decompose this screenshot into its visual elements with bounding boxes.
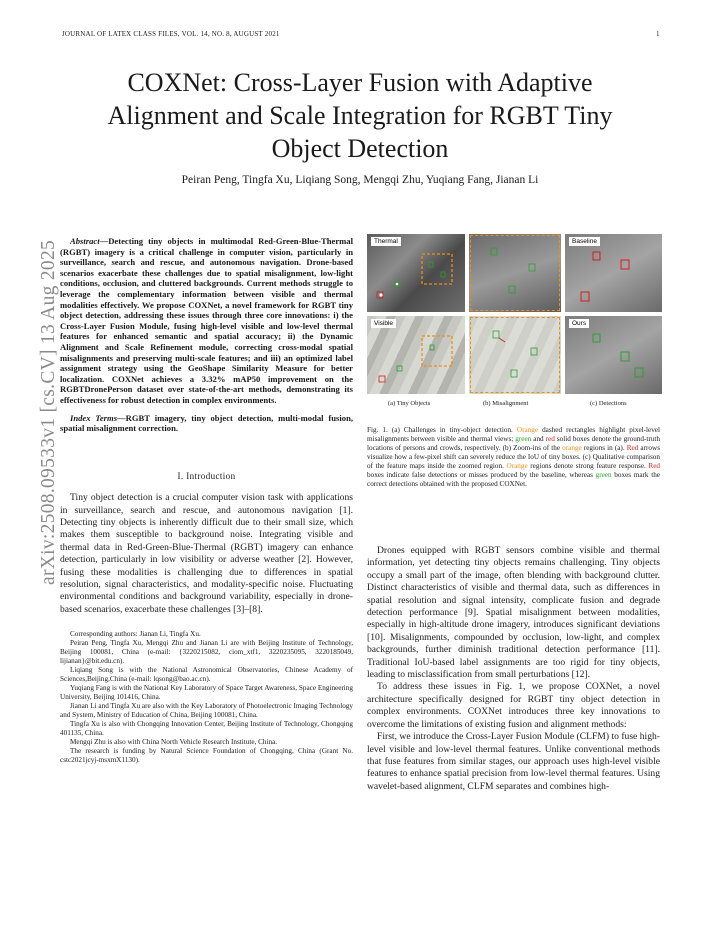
footnote: Corresponding authors: Jianan Li, Tingfa Xu. <box>70 630 201 639</box>
footnote: Tingfa Xu is also with Chongqing Innovation Center, Beijing Institute of Technology, Chongqing 401135, China. <box>60 720 353 738</box>
caption-text: boxes mark the correct detections obtained with the proposed COXNet. <box>367 471 660 488</box>
sub-caption-c: (c) Detections <box>590 400 627 407</box>
index-terms-label: Index Terms <box>70 412 118 423</box>
footnote: Peiran Peng, Tingfa Xu, Mengqi Zhu and Jianan Li are with Beijing Institute of Technology, Beijing 100081, China (e-mail: {3220215082, ciom_xtf1, 3220235095, 3220185049, lijianan}@bit.edu.cn). <box>60 639 353 666</box>
footnote: Yuqiang Fang is with the National Key Laboratory of Space Target Awareness, Space Engineering University, Beijing 101416, China. <box>60 684 353 702</box>
body-paragraph: First, we introduce the Cross-Layer Fusion Module (CLFM) to fuse high-level visible and low-level thermal features. Unlike conventional methods that fuse features from similar stages, our approach uses high-level visible features to enhance spatial precision from low-level thermal features. Using wavelet-based alignment, CLFM separates and combines high- <box>367 731 660 792</box>
section-heading: I. Introduction <box>177 470 236 481</box>
caption-text: arrows visualize how a few-pixel shift can severely reduce the IoU of tiny boxes. (c) Qualitative comparison of the feature maps inside the zoomed region. <box>367 444 660 470</box>
abstract <box>60 236 353 406</box>
paper-title: COXNet: Cross-Layer Fusion with Adaptive Alignment and Scale Integration for RGBT Tiny Object Detection <box>107 68 613 163</box>
thermal-zoom-graphic <box>469 234 561 312</box>
figure-1 <box>367 234 662 410</box>
caption-highlight: green <box>515 435 532 443</box>
page-number: 1 <box>656 30 660 38</box>
running-head: JOURNAL OF LATEX CLASS FILES, VOL. 14, NO. 8, AUGUST 2021 <box>62 30 280 38</box>
ours-label: Ours <box>569 319 589 328</box>
caption-text: boxes indicate false detections or misses produced by the baseline, whereas <box>367 471 596 479</box>
thermal-label: Thermal <box>371 237 401 246</box>
caption-highlight: green <box>595 471 612 479</box>
sub-caption-a: (a) Tiny Objects <box>388 400 431 407</box>
caption-text: regions in (a). <box>581 444 627 452</box>
visible-image-panel <box>367 316 465 394</box>
body-paragraph: To address these issues in Fig. 1, we propose COXNet, a novel architecture specifically designed for RGBT tiny object detection in complex environments. COXNet introduces three key innovations to overcome the limitations of existing fusion and alignment methods: <box>367 681 660 730</box>
baseline-detection-panel <box>565 234 662 312</box>
ours-detection-panel <box>565 316 662 394</box>
body-paragraph: Drones equipped with RGBT sensors combine visible and thermal information, yet detecting tiny objects remains challenging. Tiny objects occupy a small part of the image, often blending with background clutter. Distinct characteristics of visible and thermal data, such as differences in spatial resolution and signal intensity, complicate fusion and degrade detection performance [9]. Spatial misalignment between modalities, especially in high-altitude drone imagery, introduces significant deviations [10]. Misalignments, compounded by occlusion, low-light, and complex backgrounds, further diminish traditional detection performance [11]. Traditional IoU-based label assignments are too rigid for tiny objects, leading to misclassification from small perturbations [12]. <box>367 545 660 681</box>
footnote: Liqiang Song is with the National Astronomical Observatories, Chinese Academy of Sciences,Beijing,China (e-mail: lqsong@bao.ac.cn). <box>60 666 353 684</box>
caption-text: Fig. 1. (a) Challenges in tiny-object detection. <box>367 426 517 434</box>
baseline-label: Baseline <box>569 237 600 246</box>
intro-paragraph: Tiny object detection is a crucial computer vision task with applications in surveillance, search and rescue, and autonomous navigation [1]. Detecting tiny objects is inherently difficult due to their small size, which makes them susceptible to background noise. Integrating visible and thermal data in Red-Green-Blue-Thermal (RGBT) imagery can enhance detection, particularly in low visibility or adverse weather [2]. However, fusing these modalities is challenging due to differences in spatial resolution, signal characteristics, and modality-specific noise. Fluctuating environmental conditions and background variability, especially in drone-based scenarios, exacerbate these challenges [3]–[8]. <box>60 492 353 615</box>
caption-highlight: red <box>545 435 555 443</box>
caption-highlight: Red <box>648 462 660 470</box>
caption-text: and <box>531 435 546 443</box>
footnote: The research is funding by Natural Science Foundation of Chongqing, China (Grant No. cstc2021jcyj-msxmX1130). <box>60 747 353 765</box>
caption-text: regions denote strong feature response. <box>527 462 649 470</box>
index-terms-text: —RGBT imagery, tiny object detection, multi-modal fusion, spatial misalignment correction. <box>60 412 353 434</box>
footnote: Mengqi Zhu is also with China North Vehicle Research Institute, China. <box>70 738 278 747</box>
caption-highlight: orange <box>562 444 582 452</box>
footnote: Jianan Li and Tingfa Xu are also with the Key Laboratory of Photoelectronic Imaging Technology and System, Ministry of Education of China, Beijing 100081, China. <box>60 702 353 720</box>
thermal-image-panel <box>367 234 465 312</box>
visible-zoom-panel <box>469 316 561 394</box>
right-column-body <box>367 545 660 793</box>
arxiv-stamp: arXiv:2508.09533v1 [cs.CV] 13 Aug 2025 <box>38 239 59 585</box>
caption-highlight: Orange <box>506 462 528 470</box>
caption-highlight: Red <box>626 444 639 452</box>
caption-highlight: Orange <box>516 426 539 434</box>
left-column <box>60 236 353 765</box>
sub-caption-b: (b) Misalignment <box>483 400 529 407</box>
visible-label: Visible <box>371 319 396 328</box>
caption-text: dashed rectangles highlight pixel-level misalignments between visible and thermal views; <box>367 426 660 443</box>
caption-text: solid boxes denote the ground-truth locations of persons and crowds, respectively. (b) Zoom-ins of the <box>367 435 660 452</box>
figure-caption <box>367 426 660 489</box>
footnotes <box>60 630 353 765</box>
author-list: Peiran Peng, Tingfa Xu, Liqiang Song, Mengqi Zhu, Yuqiang Fang, Jianan Li <box>181 174 539 186</box>
index-terms <box>60 413 353 434</box>
abstract-label: Abstract <box>70 236 100 246</box>
thermal-zoom-panel <box>469 234 561 312</box>
visible-zoom-graphic <box>469 316 561 394</box>
abstract-text: —Detecting tiny objects in multimodal Red-Green-Blue-Thermal (RGBT) imagery is a critical challenge in computer vision, particularly in surveillance, search and rescue, and autonomous navigation. Drone-based scenarios exacerbate these challenges due to spatial misalignment, low-light conditions, occlusion, and cluttered backgrounds. Current methods struggle to leverage the complementary information between visible and thermal modalities effectively. We propose COXNet, a novel framework for RGBT tiny object detection, addressing these issues through three core innovations: i) the Cross-Layer Fusion Module, fusing high-level visible and low-level thermal features for enhanced semantic and spatial accuracy; ii) the Dynamic Alignment and Scale Refinement module, correcting cross-modal spatial misalignments and preserving multi-scale features; and iii) an optimized label assignment strategy using the GeoShape Similarity Measure for better localization. COXNet achieves a 3.32% mAP50 improvement on the RGBTDronePerson dataset over state-of-the-art methods, demonstrating its effectiveness for robust detection in complex environments. <box>60 236 353 405</box>
